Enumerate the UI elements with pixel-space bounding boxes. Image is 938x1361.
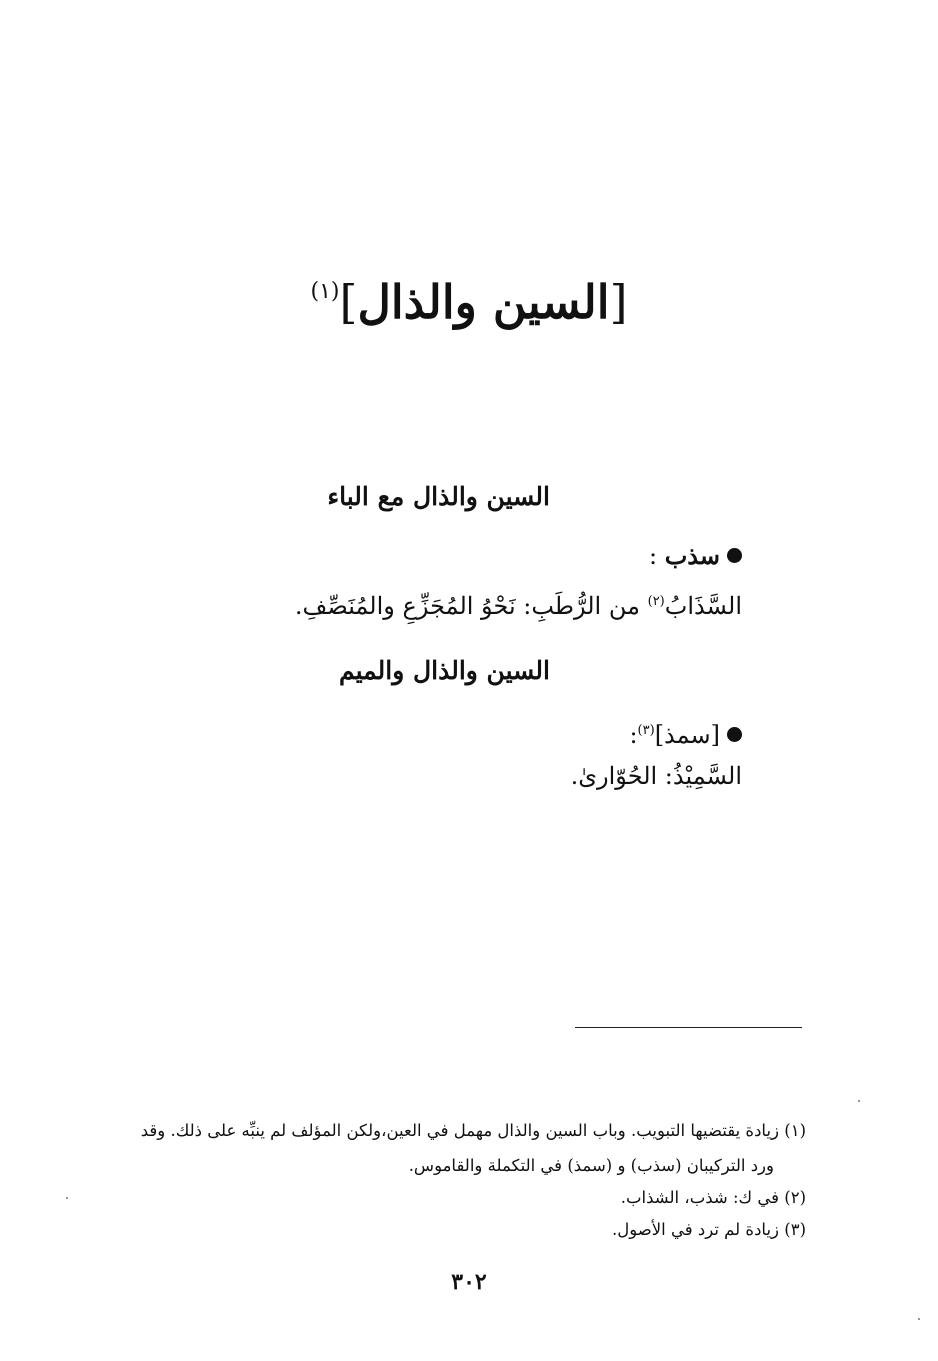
entry-colon: :	[629, 721, 638, 749]
entry-word: السَّذَابُ	[664, 592, 742, 620]
entry-text-sdhb	[295, 582, 742, 626]
footnote-ref-3[interactable]: (٣)	[637, 723, 655, 738]
entry-head-smdh	[629, 711, 742, 755]
entry-head-sdhb	[649, 536, 742, 576]
scan-speck	[858, 1100, 860, 1102]
footnote-ref-2[interactable]: (٢)	[647, 594, 665, 609]
open-bracket: [	[609, 275, 628, 329]
chapter-title-text: السين والذال	[357, 275, 610, 329]
scan-speck	[66, 1197, 68, 1199]
entry-definition: من الرُّطَبِ: نَحْوُ المُجَزِّعِ والمُنَصِّفِ.	[294, 592, 648, 620]
section-heading-sin-dhal-ba: السين والذال مع الباء	[327, 482, 550, 511]
chapter-title	[0, 252, 938, 342]
scan-speck	[918, 1318, 920, 1320]
footnote-ref-1[interactable]: (١)	[310, 279, 340, 304]
close-bracket: ]	[339, 275, 358, 329]
entry-root: سذب	[664, 541, 720, 570]
entry-colon: :	[648, 542, 658, 570]
footnote-1-line-1: (١) زيادة يقتضيها التبويب. وباب السين والذال مهمل في العين،ولكن المؤلف لم ينبِّه على ذلك. وقد	[140, 1121, 806, 1140]
footnote-3: (٣) زيادة لم ترد في الأصول.	[611, 1220, 806, 1239]
footnote-1-line-2: ورد التركيبان (سذب) و (سمذ) في التكملة والقاموس.	[408, 1156, 774, 1175]
bullet-icon	[727, 548, 742, 563]
section-heading-sin-dhal-mim: السين والذال والميم	[339, 656, 550, 685]
page-number: ٣٠٢	[451, 1269, 487, 1295]
entry-root: [سمذ]	[654, 721, 720, 749]
bullet-icon	[727, 727, 742, 742]
footnote-2: (٢) في ك: شذب، الشذاب.	[620, 1188, 806, 1207]
footnote-separator	[575, 1027, 802, 1028]
entry-text-smdh: السَّمِيْذُ: الحُوّارىٰ.	[570, 762, 742, 790]
